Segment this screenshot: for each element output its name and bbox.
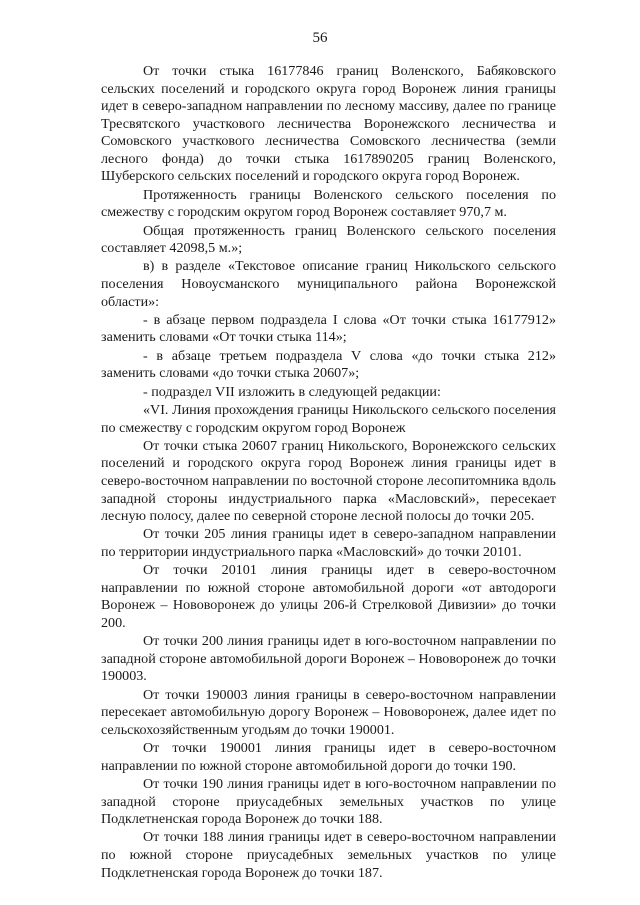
- paragraph: Общая протяженность границ Воленского сельского поселения составляет 42098,5 м.»;: [101, 222, 556, 257]
- paragraph: в) в разделе «Текстовое описание границ Никольского сельского поселения Новоусманского муниципального района Воронежской области»:: [101, 258, 556, 310]
- paragraph: - подраздел VII изложить в следующей редакции:: [143, 383, 441, 400]
- paragraph: От точки 20101 линия границы идет в северо-восточном направлении по южной стороне автомобильной дороги «от автодороги Воронеж – Нововоронеж до улицы 206-й Стрелковой Дивизии» до точки 200.: [101, 562, 556, 631]
- paragraph: От точки стыка 16177846 границ Воленского, Бабяковского сельских поселений и городского округа город Воронеж линия границы идет в северо-западном направлении по лесному массиву, далее по границе Тресвятского участкового лесничества Воронежского лесничества и Сомовского участкового лесничества Сомовского лесничества (земли лесного фонда) до точки стыка 1617890205 границ Воленского, Шуберского сельских поселений и городского округа город Воронеж.: [101, 63, 556, 185]
- paragraph: Протяженность границы Воленского сельского поселения по смежеству с городским округом город Воронеж составляет 970,7 м.: [101, 186, 556, 221]
- paragraph: От точки 200 линия границы идет в юго-восточном направлении по западной стороне автомобильной дороги Воронеж – Нововоронеж до точки 190003.: [101, 633, 556, 685]
- paragraph: От точки стыка 20607 границ Никольского, Воронежского сельских поселений и городского округа город Воронеж линия границы идет в северо-восточном направлении по восточной стороне лесопитомника вдоль западной стороны индустриального парка «Масловский», пересекает лесную полосу, далее по северной стороне лесной полосы до точки 205.: [101, 437, 556, 525]
- document-body: [101, 63, 556, 883]
- paragraph: От точки 188 линия границы идет в северо-восточном направлении по южной стороне приусадебных земельных участков по улице Подклетненская города Воронеж до точки 187.: [101, 829, 556, 881]
- paragraph: От точки 190 линия границы идет в юго-восточном направлении по западной стороне приусадебных земельных участков по улице Подклетненская города Воронеж до точки 188.: [101, 776, 556, 828]
- paragraph: От точки 205 линия границы идет в северо-западном направлении по территории индустриального парка «Масловский» до точки 20101.: [101, 526, 556, 560]
- section-heading: «VI. Линия прохождения границы Никольского сельского поселения по смежеству с городским округом город Воронеж: [101, 401, 556, 436]
- paragraph: От точки 190003 линия границы в северо-восточном направлении пересекает автомобильную дорогу Воронеж – Нововоронеж, далее идет по сельскохозяйственным угодьям до точки 190001.: [101, 686, 556, 738]
- paragraph: - в абзаце третьем подраздела V слова «до точки стыка 212» заменить словами «до точки стыка 20607»;: [101, 347, 556, 382]
- paragraph: От точки 190001 линия границы идет в северо-восточном направлении по южной стороне автомобильной дороги до точки 190.: [101, 740, 556, 774]
- page-number: 56: [312, 30, 328, 46]
- paragraph: - в абзаце первом подраздела I слова «От точки стыка 16177912» заменить словами «От точки стыка 114»;: [101, 311, 556, 346]
